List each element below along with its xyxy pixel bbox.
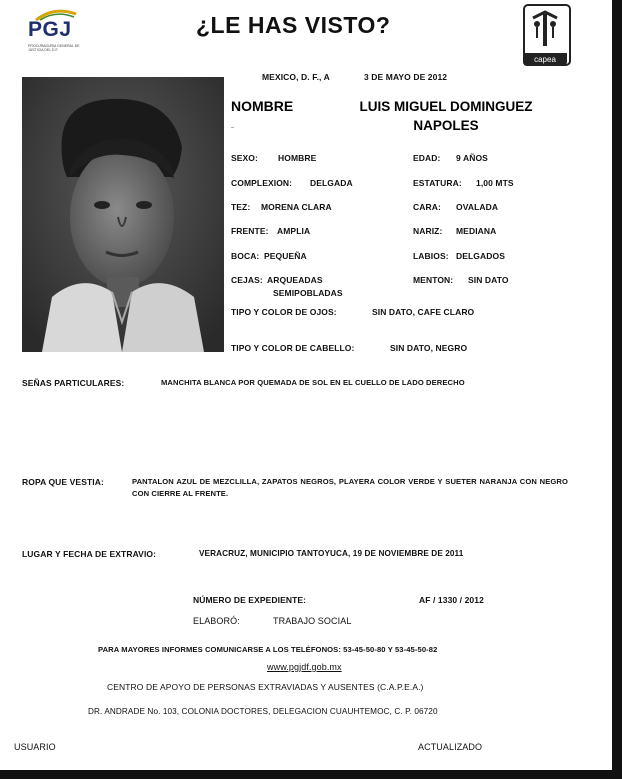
ojos-value: SIN DATO, CAFE CLARO [372, 307, 475, 317]
capea-logo [523, 4, 571, 66]
menton-label: MENTON: [413, 275, 454, 285]
scan-edge-bottom [0, 770, 622, 779]
cabello-label: TIPO Y COLOR DE CABELLO: [231, 343, 355, 353]
capea-logo-label: capea [523, 53, 567, 66]
phones-text: PARA MAYORES INFORMES COMUNICARSE A LOS TELÉFONOS: 53-45-50-80 Y 53-45-50-82 [98, 645, 438, 654]
edad-label: EDAD: [413, 153, 441, 163]
senas-value: MANCHITA BLANCA POR QUEMADA DE SOL EN EL CUELLO DE LADO DERECHO [161, 378, 465, 387]
cejas-label: CEJAS: [231, 275, 263, 285]
address-text: DR. ANDRADE No. 103, COLONIA DOCTORES, DELEGACION CUAUHTEMOC, C. P. 06720 [88, 707, 438, 716]
nombre-value: LUIS MIGUEL DOMINGUEZ NAPOLES [359, 99, 533, 133]
elaboro-value: TRABAJO SOCIAL [273, 616, 352, 626]
tez-label: TEZ: [231, 202, 251, 212]
capea-emblem-icon [525, 8, 565, 50]
labios-label: LABIOS: [413, 251, 449, 261]
estatura-label: ESTATURA: [413, 178, 462, 188]
cara-value: OVALADA [456, 202, 499, 212]
ropa-value: PANTALON AZUL DE MEZCLILLA, ZAPATOS NEGROS, PLAYERA COLOR VERDE Y SUETER NARANJA CON NEGRO CON CIERRE AL FRENTE. [132, 477, 568, 498]
boca-value: PEQUEÑA [264, 251, 307, 261]
menton-value: SIN DATO [468, 275, 509, 285]
labios-value: DELGADOS [456, 251, 505, 261]
senas-label: SEÑAS PARTICULARES: [22, 378, 125, 388]
expediente-label: NÚMERO DE EXPEDIENTE: [193, 595, 307, 605]
lugar-value: VERACRUZ, MUNICIPIO TANTOYUCA, 19 DE NOVIEMBRE DE 2011 [199, 549, 464, 558]
dateline-place: MEXICO, D. F., A [262, 72, 330, 82]
pgj-logo [22, 6, 92, 58]
elaboro-label: ELABORÓ: [193, 616, 240, 626]
poster-title: ¿LE HAS VISTO? [196, 12, 391, 38]
sexo-label: SEXO: [231, 153, 258, 163]
nariz-label: NARIZ: [413, 226, 443, 236]
edad-value: 9 AÑOS [456, 153, 488, 163]
lugar-label: LUGAR Y FECHA DE EXTRAVIO: [22, 549, 157, 559]
pgj-logo-subtext: PROCURADURIA GENERAL DE JUSTICIA DEL D.F. [28, 44, 80, 52]
frente-label: FRENTE: [231, 226, 269, 236]
missing-person-photo [22, 77, 224, 352]
nariz-value: MEDIANA [456, 226, 497, 236]
website-link[interactable]: www.pgjdf.gob.mx [267, 662, 342, 672]
expediente-value: AF / 1330 / 2012 [419, 595, 484, 605]
ojos-label: TIPO Y COLOR DE OJOS: [231, 307, 337, 317]
sexo-value: HOMBRE [278, 153, 317, 163]
usuario-text: USUARIO [14, 742, 56, 752]
boca-label: BOCA: [231, 251, 260, 261]
actualizado-text: ACTUALIZADO [418, 742, 483, 752]
nombre-label: NOMBRE [231, 98, 294, 114]
complexion-label: COMPLEXION: [231, 178, 293, 188]
frente-value: AMPLIA [277, 226, 311, 236]
scan-edge-right [612, 0, 622, 779]
cejas-value-line2: SEMIPOBLADAS [273, 288, 343, 298]
complexion-value: DELGADA [310, 178, 353, 188]
pgj-logo-text: PGJ [28, 18, 72, 41]
divider [231, 127, 234, 128]
estatura-value: 1,00 MTS [476, 178, 514, 188]
photo-portrait [22, 77, 224, 352]
cara-label: CARA: [413, 202, 441, 212]
tez-value: MORENA CLARA [261, 202, 332, 212]
dateline-date: 3 DE MAYO DE 2012 [364, 72, 448, 82]
cabello-value: SIN DATO, NEGRO [390, 343, 468, 353]
ropa-label: ROPA QUE VESTIA: [22, 477, 104, 487]
center-name: CENTRO DE APOYO DE PERSONAS EXTRAVIADAS Y AUSENTES (C.A.P.E.A.) [107, 682, 424, 692]
cejas-value-line1: ARQUEADAS [267, 275, 323, 285]
